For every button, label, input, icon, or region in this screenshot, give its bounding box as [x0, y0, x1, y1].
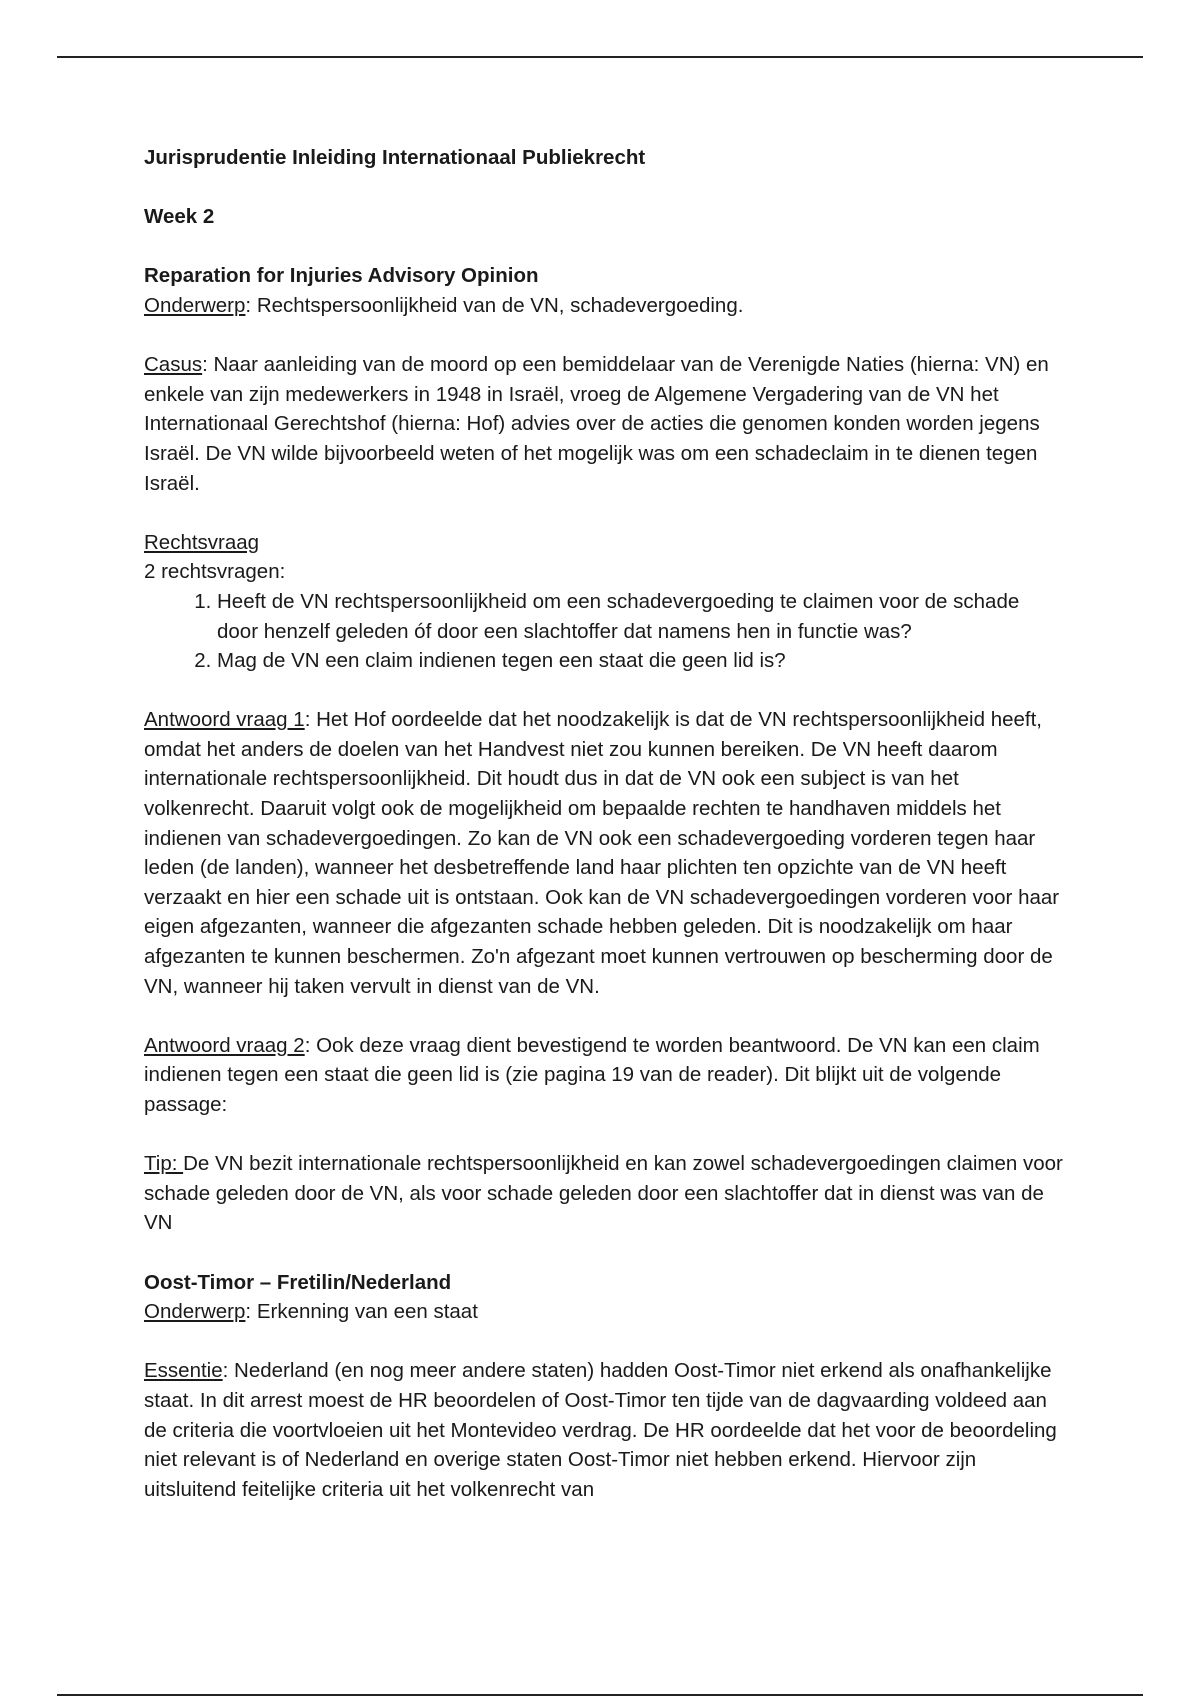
case1-antwoord1-label: Antwoord vraag 1 — [144, 708, 305, 732]
case1-antwoord1 — [144, 705, 1064, 1001]
case1-antwoord2-text: : Ook deze vraag dient bevestigend te worden beantwoord. De VN kan een claim indienen tegen een staat die geen lid is (zie pagina 19 van de reader). Dit blijkt uit de volgende passage: — [144, 1033, 1040, 1116]
case1-rechtsvraag-label: Rechtsvraag — [144, 530, 260, 554]
case1-heading: Reparation for Injuries Advisory Opinion — [144, 264, 539, 288]
case2-onderwerp — [144, 1297, 1064, 1327]
case1-onderwerp-text: : Rechtspersoonlijkheid van de VN, schadevergoeding. — [245, 293, 744, 317]
case2-onderwerp-text: : Erkenning van een staat — [245, 1300, 478, 1324]
case1-tip-text: De VN bezit internationale rechtspersoonlijkheid en kan zowel schadevergoedingen claimen voor schade geleden door de VN, als voor schade geleden door een slachtoffer dat in dienst was van de VN — [144, 1152, 1063, 1235]
week-heading: Week 2 — [144, 205, 215, 229]
case2-onderwerp-label: Onderwerp — [144, 1300, 246, 1324]
case1-casus-text: : Naar aanleiding van de moord op een bemiddelaar van de Verenigde Naties (hierna: VN) en enkele van zijn medewerkers in 1948 in Israël, vroeg de Algemene Vergadering van de VN het Internationaal Gerechtshof (hierna: Hof) advies over de acties die genomen konden worden jegens Israël. De VN wilde bijvoorbeeld weten of het mogelijk was om een schadeclaim in te dienen tegen Israël. — [144, 353, 1049, 495]
page-bottom-rule — [57, 1694, 1143, 1696]
case1-casus-label: Casus — [144, 353, 203, 377]
case1-antwoord2 — [144, 1031, 1064, 1120]
case1-casus — [144, 350, 1064, 498]
document-title: Jurisprudentie Inleiding Internationaal Publiekrecht — [144, 146, 646, 169]
case1-onderwerp — [144, 291, 1064, 321]
case1-antwoord2-label: Antwoord vraag 2 — [144, 1033, 305, 1057]
list-item: 2. Mag de VN een claim indienen tegen een staat die geen lid is? — [217, 646, 1064, 676]
case1-questions-list — [144, 587, 1064, 676]
case2-heading: Oost-Timor – Fretilin/Nederland — [144, 1270, 452, 1294]
case2-essentie-text: : Nederland (en nog meer andere staten) hadden Oost-Timor niet erkend als onafhankelijke staat. In dit arrest moest de HR beoordelen of Oost-Timor ten tijde van de dagvaarding voldeed aan de criteria die voortvloeien uit het Montevideo verdrag. De HR oordeelde dat het voor de beoordeling niet relevant is of Nederland en overige staten Oost-Timor niet hebben erkend. Hiervoor zijn uitsluitend feitelijke criteria uit het volkenrecht van — [144, 1359, 1057, 1501]
case1-rechtsvraag-intro: 2 rechtsvragen: — [144, 560, 286, 584]
list-item: 1. Heeft de VN rechtspersoonlijkheid om een schadevergoeding te claimen voor de schade door henzelf geleden óf door een slachtoffer dat namens hen in functie was? — [217, 587, 1064, 646]
case1-antwoord1-text: : Het Hof oordeelde dat het noodzakelijk is dat de VN rechtspersoonlijkheid heeft, omdat het anders de doelen van het Handvest niet zou kunnen bereiken. De VN heeft daarom internationale rechtspersoonlijkheid. Dit houdt dus in dat de VN ook een subject is van het volkenrecht. Daaruit volgt ook de mogelijkheid om bepaalde rechten te handhaven middels het indienen van schadevergoedingen. Zo kan de VN ook een schadevergoeding vorderen tegen haar leden (de landen), wanneer het desbetreffende land haar plichten ten opzichte van de VN heeft verzaakt en hier een schade uit is ontstaan. Ook kan de VN schadevergoedingen vorderen voor haar eigen afgezanten, wanneer die afgezanten schade hebben geleden. Dit is noodzakelijk om haar afgezanten te kunnen beschermen. Zo'n afgezant moet kunnen vertrouwen op bescherming door de VN, wanneer hij taken vervult in dienst van de VN. — [144, 708, 1060, 998]
case2-essentie — [144, 1356, 1064, 1504]
case1-onderwerp-label: Onderwerp — [144, 293, 246, 317]
document-page — [144, 143, 1064, 1504]
page-top-rule — [57, 56, 1143, 58]
case1-tip-label: Tip: — [144, 1152, 184, 1176]
case1-tip — [144, 1149, 1064, 1238]
case2-essentie-label: Essentie — [144, 1359, 223, 1383]
